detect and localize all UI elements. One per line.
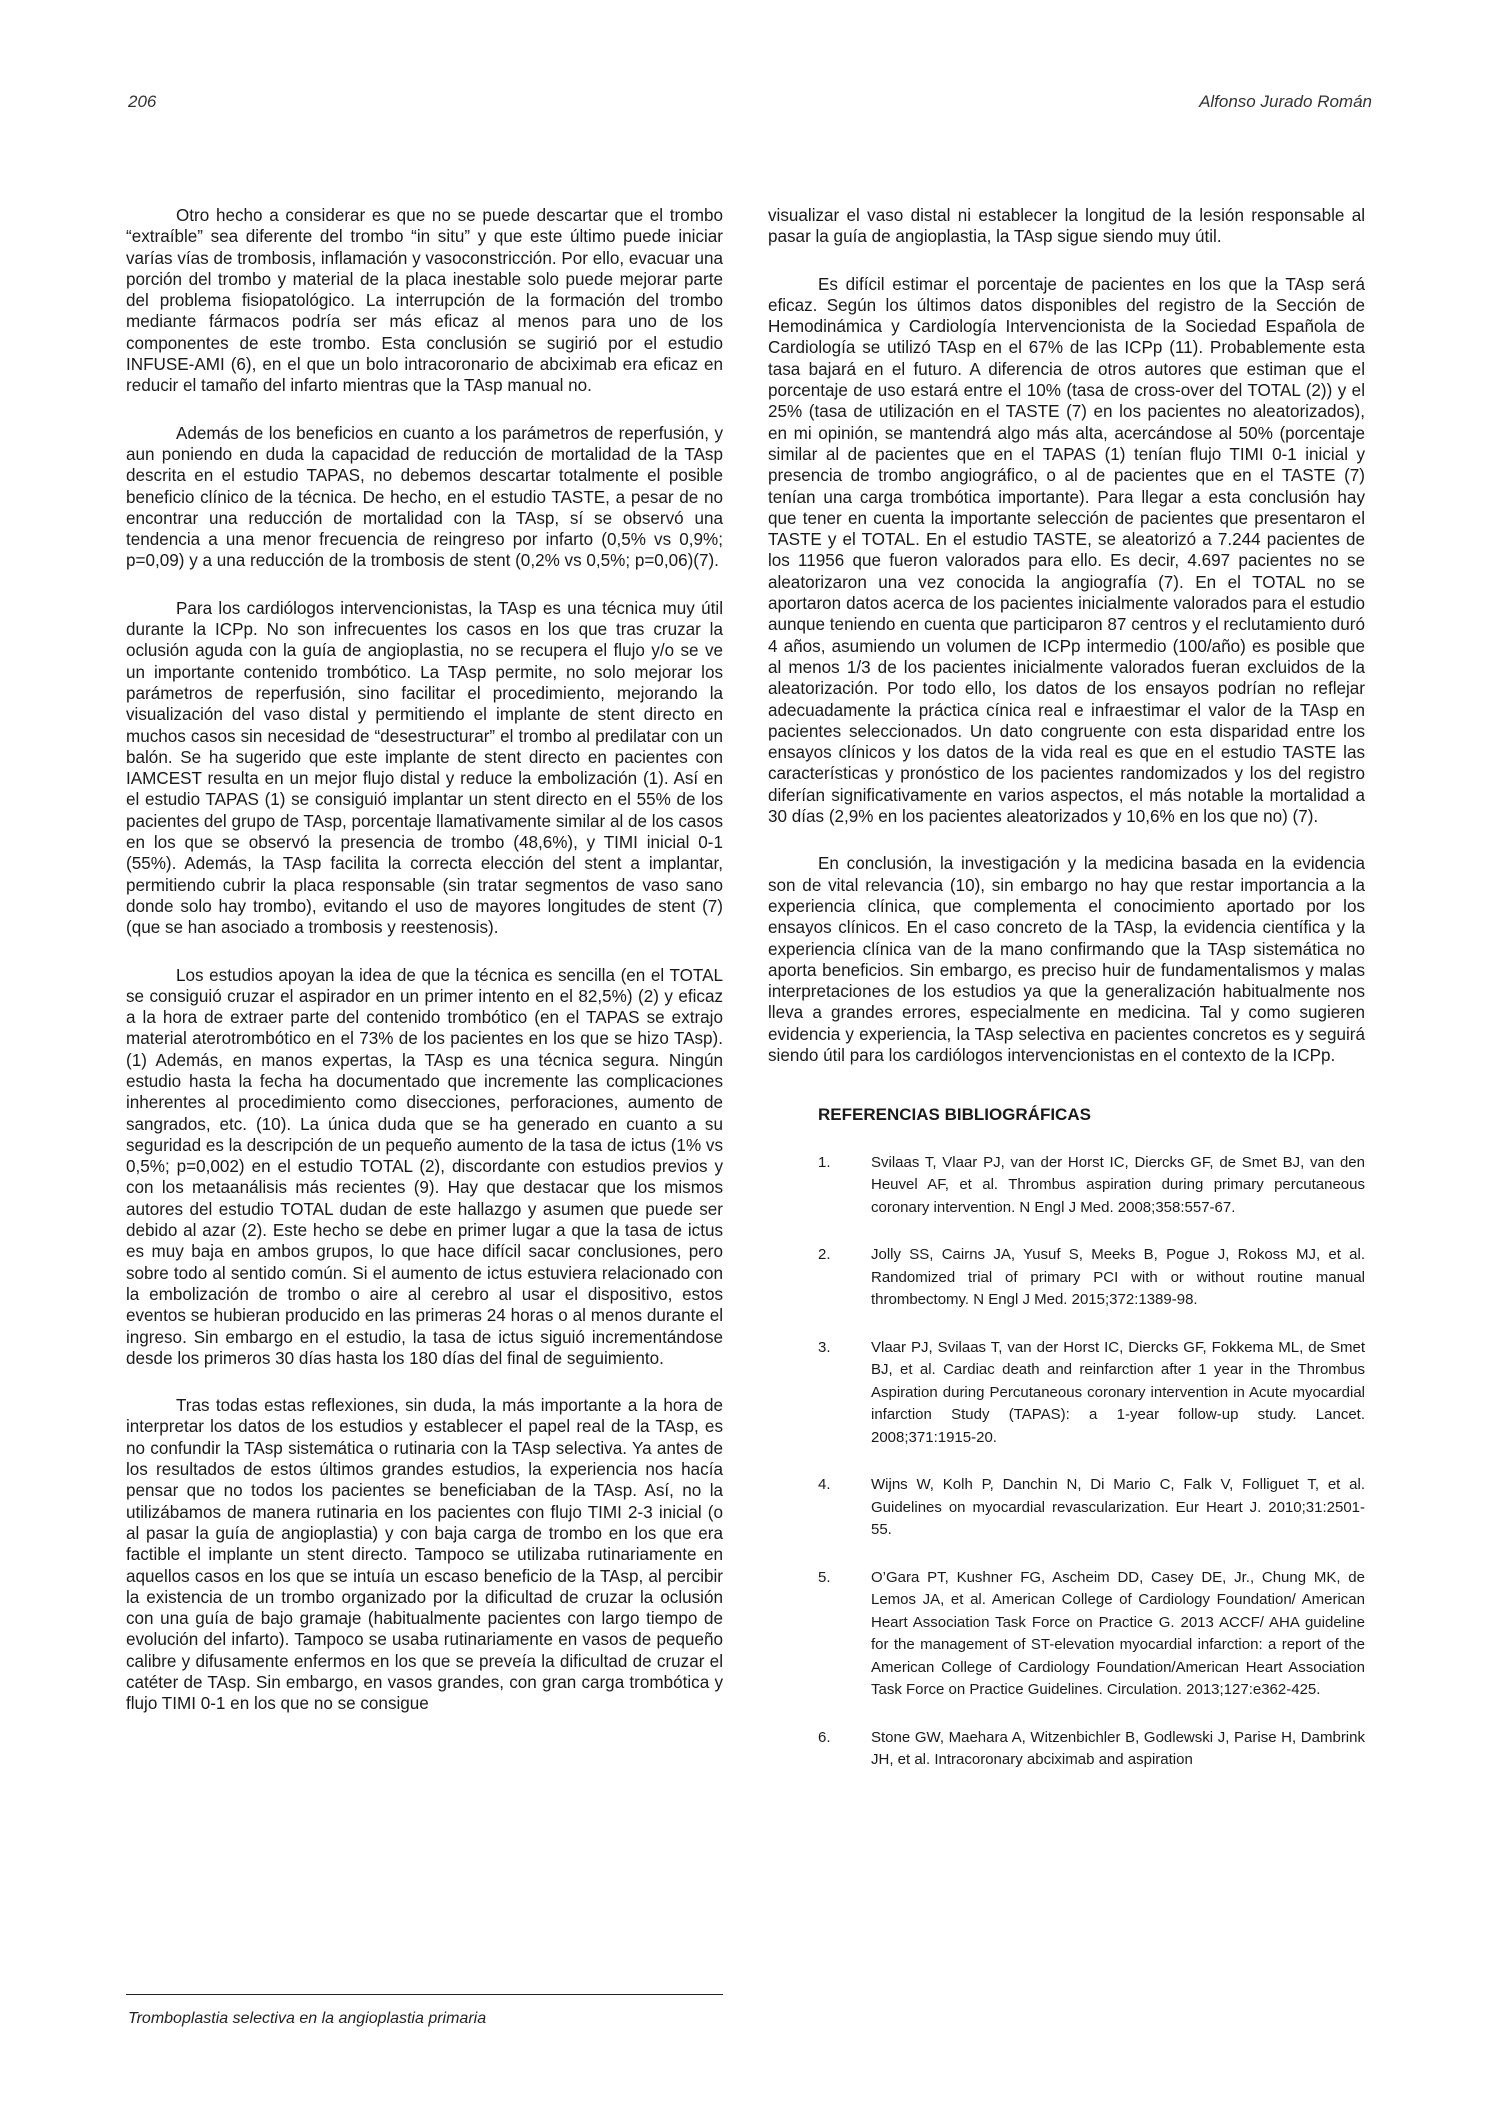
paragraph: En conclusión, la investigación y la medicina basada en la evidencia son de vital relevancia (10), sin embargo no hay que restar importancia a la experiencia clínica, que complementa el conocimiento aportado por los ensayos clínicos. En el caso concreto de la TAsp, la evidencia científica y la experiencia clínica van de la mano confirmando que la TAsp sistemática no aporta beneficios. Sin embargo, es preciso huir de fundamentalismos y malas interpretaciones de los estudios ya que la generalización habitualmente nos lleva a grandes errores, especialmente en medicina. Tal y como sugieren evidencia y experiencia, la TAsp selectiva en pacientes concretos es y seguirá siendo útil para los cardiólogos intervencionistas en el contexto de la ICPp.: [768, 854, 1365, 1065]
reference-item: [768, 1567, 1365, 1702]
reference-item: [768, 1727, 1365, 1772]
running-author: Alfonso Jurado Román: [1199, 92, 1372, 111]
reference-number: 1.: [818, 1153, 831, 1171]
reference-text: Vlaar PJ, Svilaas T, van der Horst IC, Diercks GF, Fokkema ML, de Smet BJ, et al. Cardiac death and reinfarction after 1 year in the Thrombus Aspiration during Percutaneous coronary intervention in Acute myocardial infarction Study (TAPAS): a 1-year follow-up study. Lancet. 2008;371:1915-20.: [871, 1338, 1365, 1446]
left-column: [126, 205, 723, 1741]
reference-number: 6.: [818, 1728, 831, 1746]
reference-number: 3.: [818, 1338, 831, 1356]
reference-text: Wijns W, Kolh P, Danchin N, Di Mario C, Falk V, Folliguet T, et al. Guidelines on myocardial revascularization. Eur Heart J. 2010;31:2501-55.: [871, 1476, 1365, 1539]
paragraph: Los estudios apoyan la idea de que la técnica es sencilla (en el TOTAL se consiguió cruzar el aspirador en un primer intento en el 82,5%) (2) y eficaz a la hora de extraer parte del contenido trombótico (en el TAPAS se extrajo material aterotrombótico en el 73% de los pacientes en los que se hizo TAsp).(1) Además, en manos expertas, la TAsp es una técnica segura. Ningún estudio hasta la fecha ha documentado que incremente las complicaciones inherentes al procedimiento como disecciones, perforaciones, aumento de sangrados, etc. (10). La única duda que se ha generado en cuanto a su seguridad es la descripción de un pequeño aumento de la tasa de ictus (1% vs 0,5%; p=0,002) en el estudio TOTAL (2), discordante con estudios previos y con los metaanálisis más recientes (9). Hay que destacar que los mismos autores del estudio TOTAL dudan de este hallazgo y asumen que puede ser debido al azar (2). Este hecho se debe en primer lugar a que la tasa de ictus es muy baja en ambos grupos, lo que hace difícil sacar conclusiones, pero sobre todo al sentido común. Si el aumento de ictus estuviera relacionado con la embolización de trombo o aire al cerebro al usar el dispositivo, estos eventos se hubieran producido en las primeras 24 horas o al menos durante el ingreso. Sin embargo en el estudio, la tasa de ictus siguió incrementándose desde los primeros 30 días hasta los 180 días del final de seguimiento.: [126, 965, 723, 1368]
reference-number: 4.: [818, 1476, 831, 1494]
reference-item: [768, 1244, 1365, 1312]
right-column: [768, 205, 1365, 1797]
reference-item: [768, 1337, 1365, 1450]
paragraph: Es difícil estimar el porcentaje de pacientes en los que la TAsp será eficaz. Según los últimos datos disponibles del registro de la Sección de Hemodinámica y Cardiología Intervencionista de la Sociedad Española de Cardiología se utilizó TAsp en el 67% de las ICPp (11). Probablemente esta tasa bajará en el futuro. A diferencia de otros autores que estiman que el porcentaje de uso estará entre el 10% (tasa de cross-over del TOTAL (2)) y el 25% (tasa de utilización en el TASTE (7) en los pacientes no aleatorizados), en mi opinión, se mantendrá algo más alta, acercándose al 50% (porcentaje similar al de pacientes que en el TAPAS (1) tenían flujo TIMI 0-1 inicial y presencia de trombo angiográfico, o al de pacientes que en el TASTE (7) tenían una carga trombótica importante). Para llegar a esta conclusión hay que tener en cuenta la importante selección de pacientes que presentaron el TASTE y el TOTAL. En el estudio TASTE, se aleatorizó a 7.244 pacientes de los 11956 que fueron valorados para ello. Es decir, 4.697 pacientes no se aleatorizaron una vez conocida la angiografía (7). En el TOTAL no se aportaron datos acerca de los pacientes inicialmente valorados para el estudio aunque teniendo en cuenta que participaron 87 centros y el reclutamiento duró 4 años, asumiendo un volumen de ICPp intermedio (100/año) es posible que al menos 1/3 de los pacientes inicialmente valorados fueran excluidos de la aleatorización. Por todo ello, los datos de los ensayos podrían no reflejar adecuadamente la práctica cínica real e infraestimar el valor de la TAsp en pacientes seleccionados. Un dato congruente con esta disparidad entre los ensayos clínicos y los datos de la vida real es que en el estudio TASTE las características y pronóstico de los pacientes randomizados y los del registro diferían significativamente en varios aspectos, el más notable la mortalidad a 30 días (2,9% en los pacientes aleatorizados y 10,6% en los que no) (7).: [768, 274, 1365, 827]
paragraph: Para los cardiólogos intervencionistas, la TAsp es una técnica muy útil durante la ICPp. No son infrecuentes los casos en los que tras cruzar la oclusión aguda con la guía de angioplastia, no se recupera el flujo y/o se ve un importante contenido trombótico. La TAsp permite, no solo mejorar los parámetros de reperfusión, sino facilitar el procedimiento, mejorando la visualización del vaso distal y permitiendo el implante de stent directo en muchos casos sin necesidad de “desestructurar” el trombo al predilatar con un balón. Se ha sugerido que este implante de stent directo en pacientes con IAMCEST resulta en un mejor flujo distal y reduce la embolización (1). Así en el estudio TAPAS (1) se consiguió implantar un stent directo en el 55% de los pacientes del grupo de TAsp, porcentaje llamativamente similar al de los casos en los que se observó la presencia de trombo (48,6%), y TIMI inicial 0-1 (55%). Además, la TAsp facilita la correcta elección del stent a implantar, permitiendo cubrir la placa responsable (sin tratar segmentos de vaso sano donde solo hay trombo), evitando el uso de mayores longitudes de stent (7) (que se han asociado a trombosis y reestenosis).: [126, 598, 724, 938]
reference-number: 5.: [818, 1568, 831, 1586]
page-number: 206: [128, 92, 157, 111]
reference-item: [768, 1152, 1365, 1220]
paragraph: visualizar el vaso distal ni establecer la longitud de la lesión responsable al pasar la guía de angioplastia, la TAsp sigue siendo muy útil.: [768, 206, 1365, 247]
paragraph: Además de los beneficios en cuanto a los parámetros de reperfusión, y aun poniendo en duda la capacidad de reducción de mortalidad de la TAsp descrita en el estudio TAPAS, no debemos descartar totalmente el posible beneficio clínico de la técnica. De hecho, en el estudio TASTE, a pesar de no encontrar una reducción de mortalidad con la TAsp, sí se observó una tendencia a una menor frecuencia de reingreso por infarto (0,5% vs 0,9%; p=0,09) y a una reducción de la trombosis de stent (0,2% vs 0,5%; p=0,06)(7).: [126, 423, 723, 571]
reference-text: Stone GW, Maehara A, Witzenbichler B, Godlewski J, Parise H, Dambrink JH, et al. Intracoronary abciximab and aspiration: [871, 1728, 1365, 1769]
footer-divider: [126, 1994, 723, 1995]
reference-item: [768, 1474, 1365, 1542]
references-heading: REFERENCIAS BIBLIOGRÁFICAS: [818, 1105, 1091, 1125]
reference-text: O’Gara PT, Kushner FG, Ascheim DD, Casey DE, Jr., Chung MK, de Lemos JA, et al. American College of Cardiology Foundation/ American Heart Association Task Force on Practice G. 2013 ACCF/ AHA guideline for the management of ST-elevation myocardial infarction: a report of the American College of Cardiology Foundation/American Heart Association Task Force on Practice Guidelines. Circulation. 2013;127:e362-425.: [871, 1568, 1365, 1699]
paragraph: Tras todas estas reflexiones, sin duda, la más importante a la hora de interpretar los datos de los estudios y establecer el papel real de la TAsp, es no confundir la TAsp sistemática o rutinaria con la TAsp selectiva. Ya antes de los resultados de estos últimos grandes estudios, la experiencia nos hacía pensar que no todos los pacientes se beneficiaban de la TAsp. Así, no la utilizábamos de manera rutinaria en los pacientes con flujo TIMI 2-3 inicial (o al pasar la guía de angioplastia) y con baja carga de trombo en los que era factible el implante un stent directo. Tampoco se utilizaba rutinariamente en aquellos casos en los que se intuía un escaso beneficio de la TAsp, al percibir la existencia de un trombo organizado por la dificultad de cruzar la oclusión con una guía de bajo gramaje (habitualmente pacientes con largo tiempo de evolución del infarto). Tampoco se usaba rutinariamente en vasos de pequeño calibre y difusamente enfermos en los que se preveía la dificultad de cruzar el catéter de TAsp. Sin embargo, en vasos grandes, con gran carga trombótica y flujo TIMI 0-1 en los que no se consigue: [126, 1396, 723, 1714]
references-list: [768, 1152, 1365, 1772]
reference-number: 2.: [818, 1246, 831, 1264]
running-title: Tromboplastia selectiva en la angioplastia primaria: [128, 2010, 487, 2027]
paragraph: Otro hecho a considerar es que no se puede descartar que el trombo “extraíble” sea diferente del trombo “in situ” y que este último puede iniciar varías vías de trombosis, inflamación y vasoconstricción. Por ello, evacuar una porción del trombo y material de la placa inestable solo puede mejorar parte del problema fisiopatológico. La interrupción de la formación del trombo mediante fármacos podría ser más eficaz al menos para uno de los componentes de este trombo. Esta conclusión se sugirió por el estudio INFUSE-AMI (6), en el que un bolo intracoronario de abciximab era eficaz en reducir el tamaño del infarto mientras que la TAsp manual no.: [126, 206, 723, 396]
reference-text: Svilaas T, Vlaar PJ, van der Horst IC, Diercks GF, de Smet BJ, van den Heuvel AF, et al. Thrombus aspiration during primary percutaneous coronary intervention. N Engl J Med. 2008;358:557-67.: [871, 1153, 1365, 1216]
reference-text: Jolly SS, Cairns JA, Yusuf S, Meeks B, Pogue J, Rokoss MJ, et al. Randomized trial of primary PCI with or without routine manual thrombectomy. N Engl J Med. 2015;372:1389-98.: [871, 1246, 1365, 1309]
